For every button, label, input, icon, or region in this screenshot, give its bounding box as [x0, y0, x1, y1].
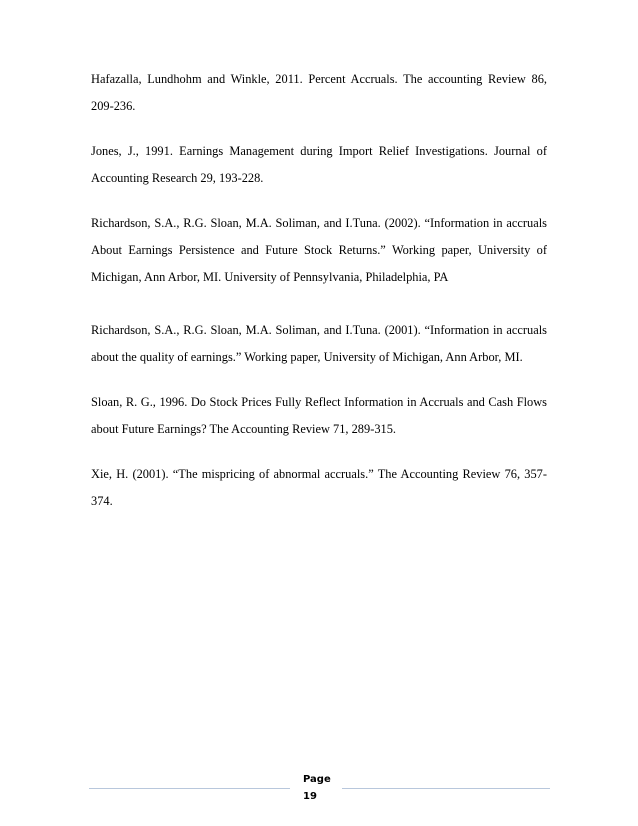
reference-richardson-2001: Richardson, S.A., R.G. Sloan, M.A. Soliman, and I.Tuna. (2001). “Information in accruals about the quality of earnings.” Working paper, University of Michigan, Ann Arbor, MI. [91, 323, 547, 364]
footer-rule-right [342, 788, 550, 789]
reference-hafazalla-2011: Hafazalla, Lundhohm and Winkle, 2011. Percent Accruals. The accounting Review 86, 209-236. [91, 72, 547, 113]
footer-rule-left [89, 788, 290, 789]
reference-jones-1991: Jones, J., 1991. Earnings Management during Import Relief Investigations. Journal of Accounting Research 29, 193-228. [91, 144, 547, 185]
reference-sloan-1996: Sloan, R. G., 1996. Do Stock Prices Fully Reflect Information in Accruals and Cash Flows about Future Earnings? The Accounting Review 71, 289-315. [91, 395, 547, 436]
reference-xie-2001: Xie, H. (2001). “The mispricing of abnormal accruals.” The Accounting Review 76, 357-374. [91, 467, 547, 508]
page-footer [0, 771, 638, 821]
page-number [303, 771, 343, 805]
page-label: Page [303, 774, 331, 785]
page-number-value: 19 [303, 791, 317, 802]
reference-richardson-2002: Richardson, S.A., R.G. Sloan, M.A. Soliman, and I.Tuna. (2002). “Information in accruals About Earnings Persistence and Future Stock Returns.” Working paper, University of Michigan, Ann Arbor, MI. University of Pennsylvania, Philadelphia, PA [91, 216, 547, 284]
references-list [91, 66, 547, 533]
